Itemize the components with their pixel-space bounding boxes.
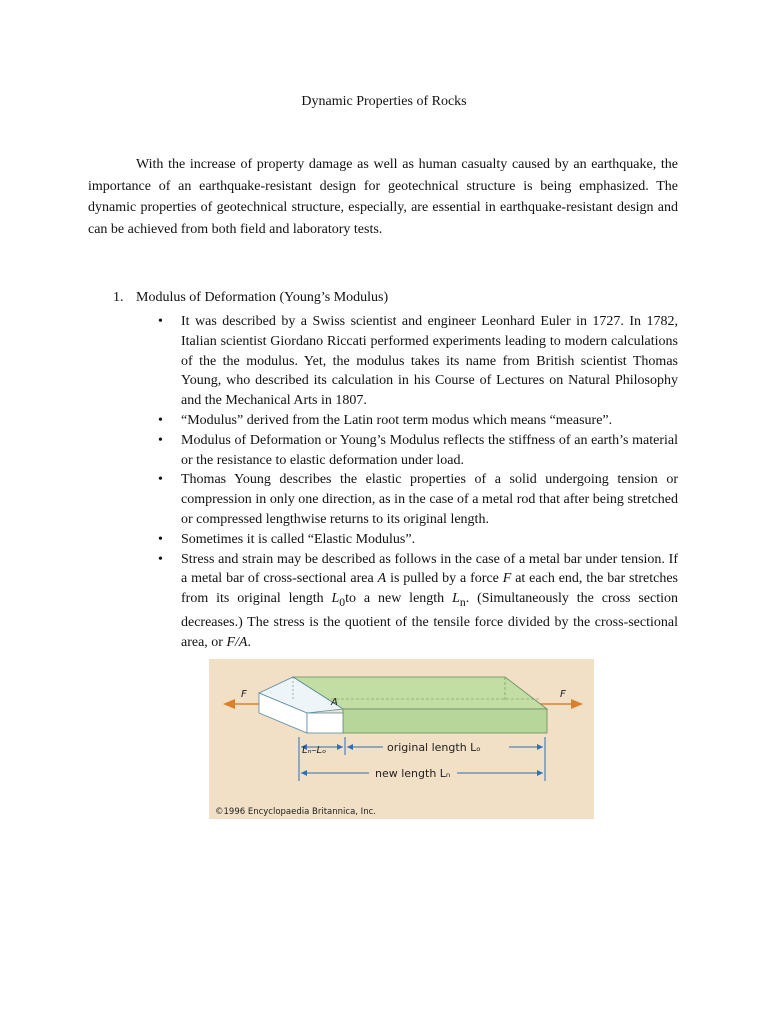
- label-length-difference: Lₙ–Lₒ: [302, 745, 327, 756]
- arrow-right-icon: [571, 699, 583, 709]
- bar-front-face: [343, 709, 547, 733]
- bullet-icon: •: [158, 531, 163, 547]
- figure-credit: ©1996 Encyclopaedia Britannica, Inc.: [215, 807, 376, 817]
- bar-diagram: [209, 659, 594, 819]
- dim-arrow-icon: [347, 744, 353, 750]
- bullet-list: [158, 312, 678, 652]
- arrow-left-icon: [223, 699, 235, 709]
- intro-paragraph: With the increase of property damage as well as human casualty caused by an earthquake, the importance of an earthquake-resistant design for geotechnical structure is being emphasized. The dynamic properties of geotechnical structure, especially, are essential in earthquake-resistant design and can be achieved from both field and laboratory tests.: [88, 157, 678, 237]
- section-heading: [113, 290, 388, 306]
- label-new-length: new length Lₙ: [375, 767, 451, 780]
- math-f-over-a: F/A: [226, 634, 248, 650]
- dim-arrow-icon: [537, 744, 543, 750]
- math-sub-0: 0: [339, 595, 346, 609]
- stress-strain-figure: [209, 659, 594, 819]
- dim-arrow-icon: [337, 744, 343, 750]
- text-run: .: [247, 634, 251, 650]
- bullet-icon: •: [158, 432, 163, 448]
- dim-arrow-icon: [537, 770, 543, 776]
- text-run: to a new length: [345, 591, 453, 607]
- math-var-l0: L: [331, 591, 340, 607]
- bullet-icon: •: [158, 412, 163, 428]
- block-front-face: [307, 713, 343, 733]
- list-item: [158, 312, 678, 411]
- dim-arrow-icon: [301, 770, 307, 776]
- list-item: [158, 411, 678, 431]
- math-sub-n: n: [459, 595, 466, 609]
- bullet-icon: •: [158, 314, 163, 329]
- list-item: [158, 470, 678, 529]
- document-title: Dynamic Properties of Rocks: [301, 94, 467, 109]
- bullet-text: Modulus of Deformation or Young’s Modulus reflects the stiffness of an earth’s material or the resistance to elastic deformation under load.: [181, 432, 678, 468]
- bullet-text: [181, 552, 678, 650]
- label-force-left: F: [241, 689, 247, 700]
- bullet-icon: •: [158, 551, 163, 567]
- bullet-text: Sometimes it is called “Elastic Modulus”.: [181, 531, 416, 547]
- math-var-a: A: [377, 571, 387, 587]
- label-area: A: [331, 697, 338, 708]
- list-item: [158, 530, 678, 550]
- text-run: at each end, the bar stretches from its original length: [181, 571, 678, 607]
- text-run: Stress and strain may be described as follows in the case of a metal bar under tension. If a metal bar of cross-sectional area: [181, 551, 678, 587]
- bullet-icon: •: [158, 472, 163, 488]
- math-var-ln: L: [452, 591, 460, 607]
- list-item: [158, 550, 678, 653]
- label-force-right: F: [560, 689, 566, 700]
- text-run: . (Simultaneously the cross section decreases.) The stress is the quotient of the tensile force divided by the cross-sectional area, or: [181, 591, 679, 650]
- section-heading-text: Modulus of Deformation (Young’s Modulus): [136, 290, 389, 305]
- bullet-text: It was described by a Swiss scientist and engineer Leonhard Euler in 1727. In 1782, Italian scientist Giordano Riccati performed experiments leading to modern calculations of the the modulus. Yet, the modulus takes its name from British scientist Thomas Young, who described its calculation in his Course of Lectures on Natural Philosophy and the Mechanical Arts in 1807.: [181, 314, 678, 409]
- section-number: 1.: [113, 290, 124, 305]
- math-var-f: F: [502, 571, 512, 587]
- list-item: [158, 431, 678, 471]
- bullet-text: “Modulus” derived from the Latin root term modus which means “measure”.: [181, 412, 613, 428]
- label-original-length: original length Lₒ: [387, 741, 481, 754]
- bullet-text: Thomas Young describes the elastic properties of a solid undergoing tension or compression in only one direction, as in the case of a metal rod that after being stretched or compressed lengthwise returns to its original length.: [181, 472, 678, 527]
- text-run: is pulled by a force: [386, 571, 503, 587]
